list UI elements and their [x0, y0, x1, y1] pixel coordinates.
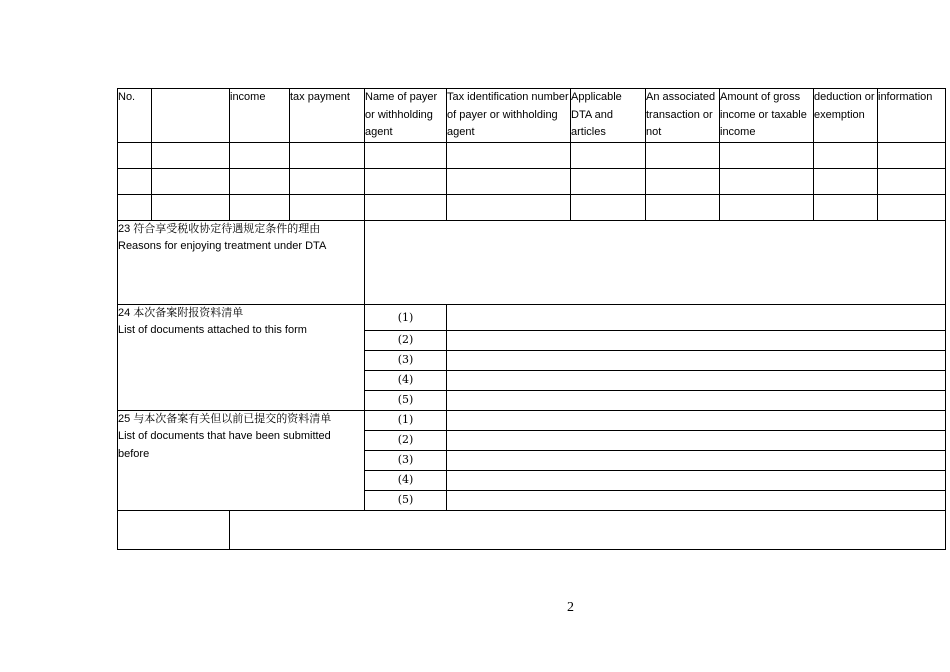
input-cell[interactable] [571, 194, 646, 220]
input-cell[interactable] [290, 168, 365, 194]
section-23-label [118, 220, 365, 304]
header-row [118, 89, 946, 143]
document-input[interactable] [447, 430, 946, 450]
section-23-label-en: Reasons for enjoying treatment under DTA [118, 240, 327, 252]
input-cell[interactable] [118, 142, 152, 168]
document-input[interactable] [447, 470, 946, 490]
table-row [118, 142, 946, 168]
input-cell[interactable] [118, 194, 152, 220]
section-24-label [118, 304, 365, 410]
input-cell[interactable] [230, 168, 290, 194]
section-23-row [118, 220, 946, 304]
header-cell-income: income [230, 89, 290, 143]
input-cell[interactable] [571, 142, 646, 168]
item-number: (3) [365, 450, 447, 470]
item-number: (4) [365, 370, 447, 390]
input-cell[interactable] [230, 194, 290, 220]
item-number: (1) [365, 410, 447, 430]
document-input[interactable] [447, 370, 946, 390]
table-row [118, 168, 946, 194]
section-25-label-en: List of documents that have been submitted before [118, 430, 331, 460]
page-number: 2 [567, 600, 574, 615]
input-cell[interactable] [878, 194, 946, 220]
table-row [118, 194, 946, 220]
document-input[interactable] [447, 490, 946, 510]
input-cell[interactable] [878, 168, 946, 194]
document-input[interactable] [447, 304, 946, 330]
document-input[interactable] [447, 410, 946, 430]
header-cell-no: No. [118, 89, 152, 143]
input-cell[interactable] [814, 194, 878, 220]
input-cell[interactable] [878, 142, 946, 168]
section-23-label-cn: 23 符合享受税收协定待遇规定条件的理由 [118, 222, 321, 235]
section-25-label-cn: 25 与本次备案有关但以前已提交的资料清单 [118, 412, 332, 425]
header-cell-gross-income: Amount of gross income or taxable income [720, 89, 814, 143]
input-cell[interactable] [646, 194, 720, 220]
document-input[interactable] [447, 330, 946, 350]
header-cell-tax-id: Tax identification number of payer or withholding agent [447, 89, 571, 143]
header-cell-tax-payment: tax payment [290, 89, 365, 143]
header-cell-blank [152, 89, 230, 143]
document-input[interactable] [447, 350, 946, 370]
item-number: (1) [365, 304, 447, 330]
header-cell-associated-transaction: An associated transaction or not [646, 89, 720, 143]
input-cell[interactable] [152, 142, 230, 168]
input-cell[interactable] [646, 168, 720, 194]
header-cell-payer-name: Name of payer or withholding agent [365, 89, 447, 143]
input-cell[interactable] [814, 168, 878, 194]
section-23-input[interactable] [365, 220, 946, 304]
input-cell[interactable] [447, 168, 571, 194]
input-cell[interactable] [447, 142, 571, 168]
item-number: (3) [365, 350, 447, 370]
section-24-label-en: List of documents attached to this form [118, 324, 307, 336]
input-cell[interactable] [720, 142, 814, 168]
final-row [118, 510, 946, 549]
item-number: (5) [365, 490, 447, 510]
input-cell[interactable] [646, 142, 720, 168]
item-number: (5) [365, 390, 447, 410]
section-24-label-cn: 24 本次备案附报资料清单 [118, 306, 244, 319]
document-input[interactable] [447, 390, 946, 410]
item-number: (2) [365, 330, 447, 350]
input-cell[interactable] [447, 194, 571, 220]
input-cell[interactable] [290, 194, 365, 220]
header-cell-information: information [878, 89, 946, 143]
final-label-cell [118, 510, 230, 549]
document-input[interactable] [447, 450, 946, 470]
section-24-row [118, 304, 946, 330]
item-number: (4) [365, 470, 447, 490]
input-cell[interactable] [152, 194, 230, 220]
item-number: (2) [365, 430, 447, 450]
input-cell[interactable] [230, 142, 290, 168]
input-cell[interactable] [290, 142, 365, 168]
input-cell[interactable] [571, 168, 646, 194]
header-cell-dta-articles: Applicable DTA and articles [571, 89, 646, 143]
input-cell[interactable] [365, 194, 447, 220]
input-cell[interactable] [365, 168, 447, 194]
input-cell[interactable] [720, 168, 814, 194]
input-cell[interactable] [118, 168, 152, 194]
input-cell[interactable] [814, 142, 878, 168]
input-cell[interactable] [365, 142, 447, 168]
dta-form-table [117, 88, 946, 550]
section-25-label [118, 410, 365, 510]
final-input-cell[interactable] [230, 510, 946, 549]
header-cell-deduction: deduction or exemption [814, 89, 878, 143]
section-25-row [118, 410, 946, 430]
input-cell[interactable] [152, 168, 230, 194]
input-cell[interactable] [720, 194, 814, 220]
